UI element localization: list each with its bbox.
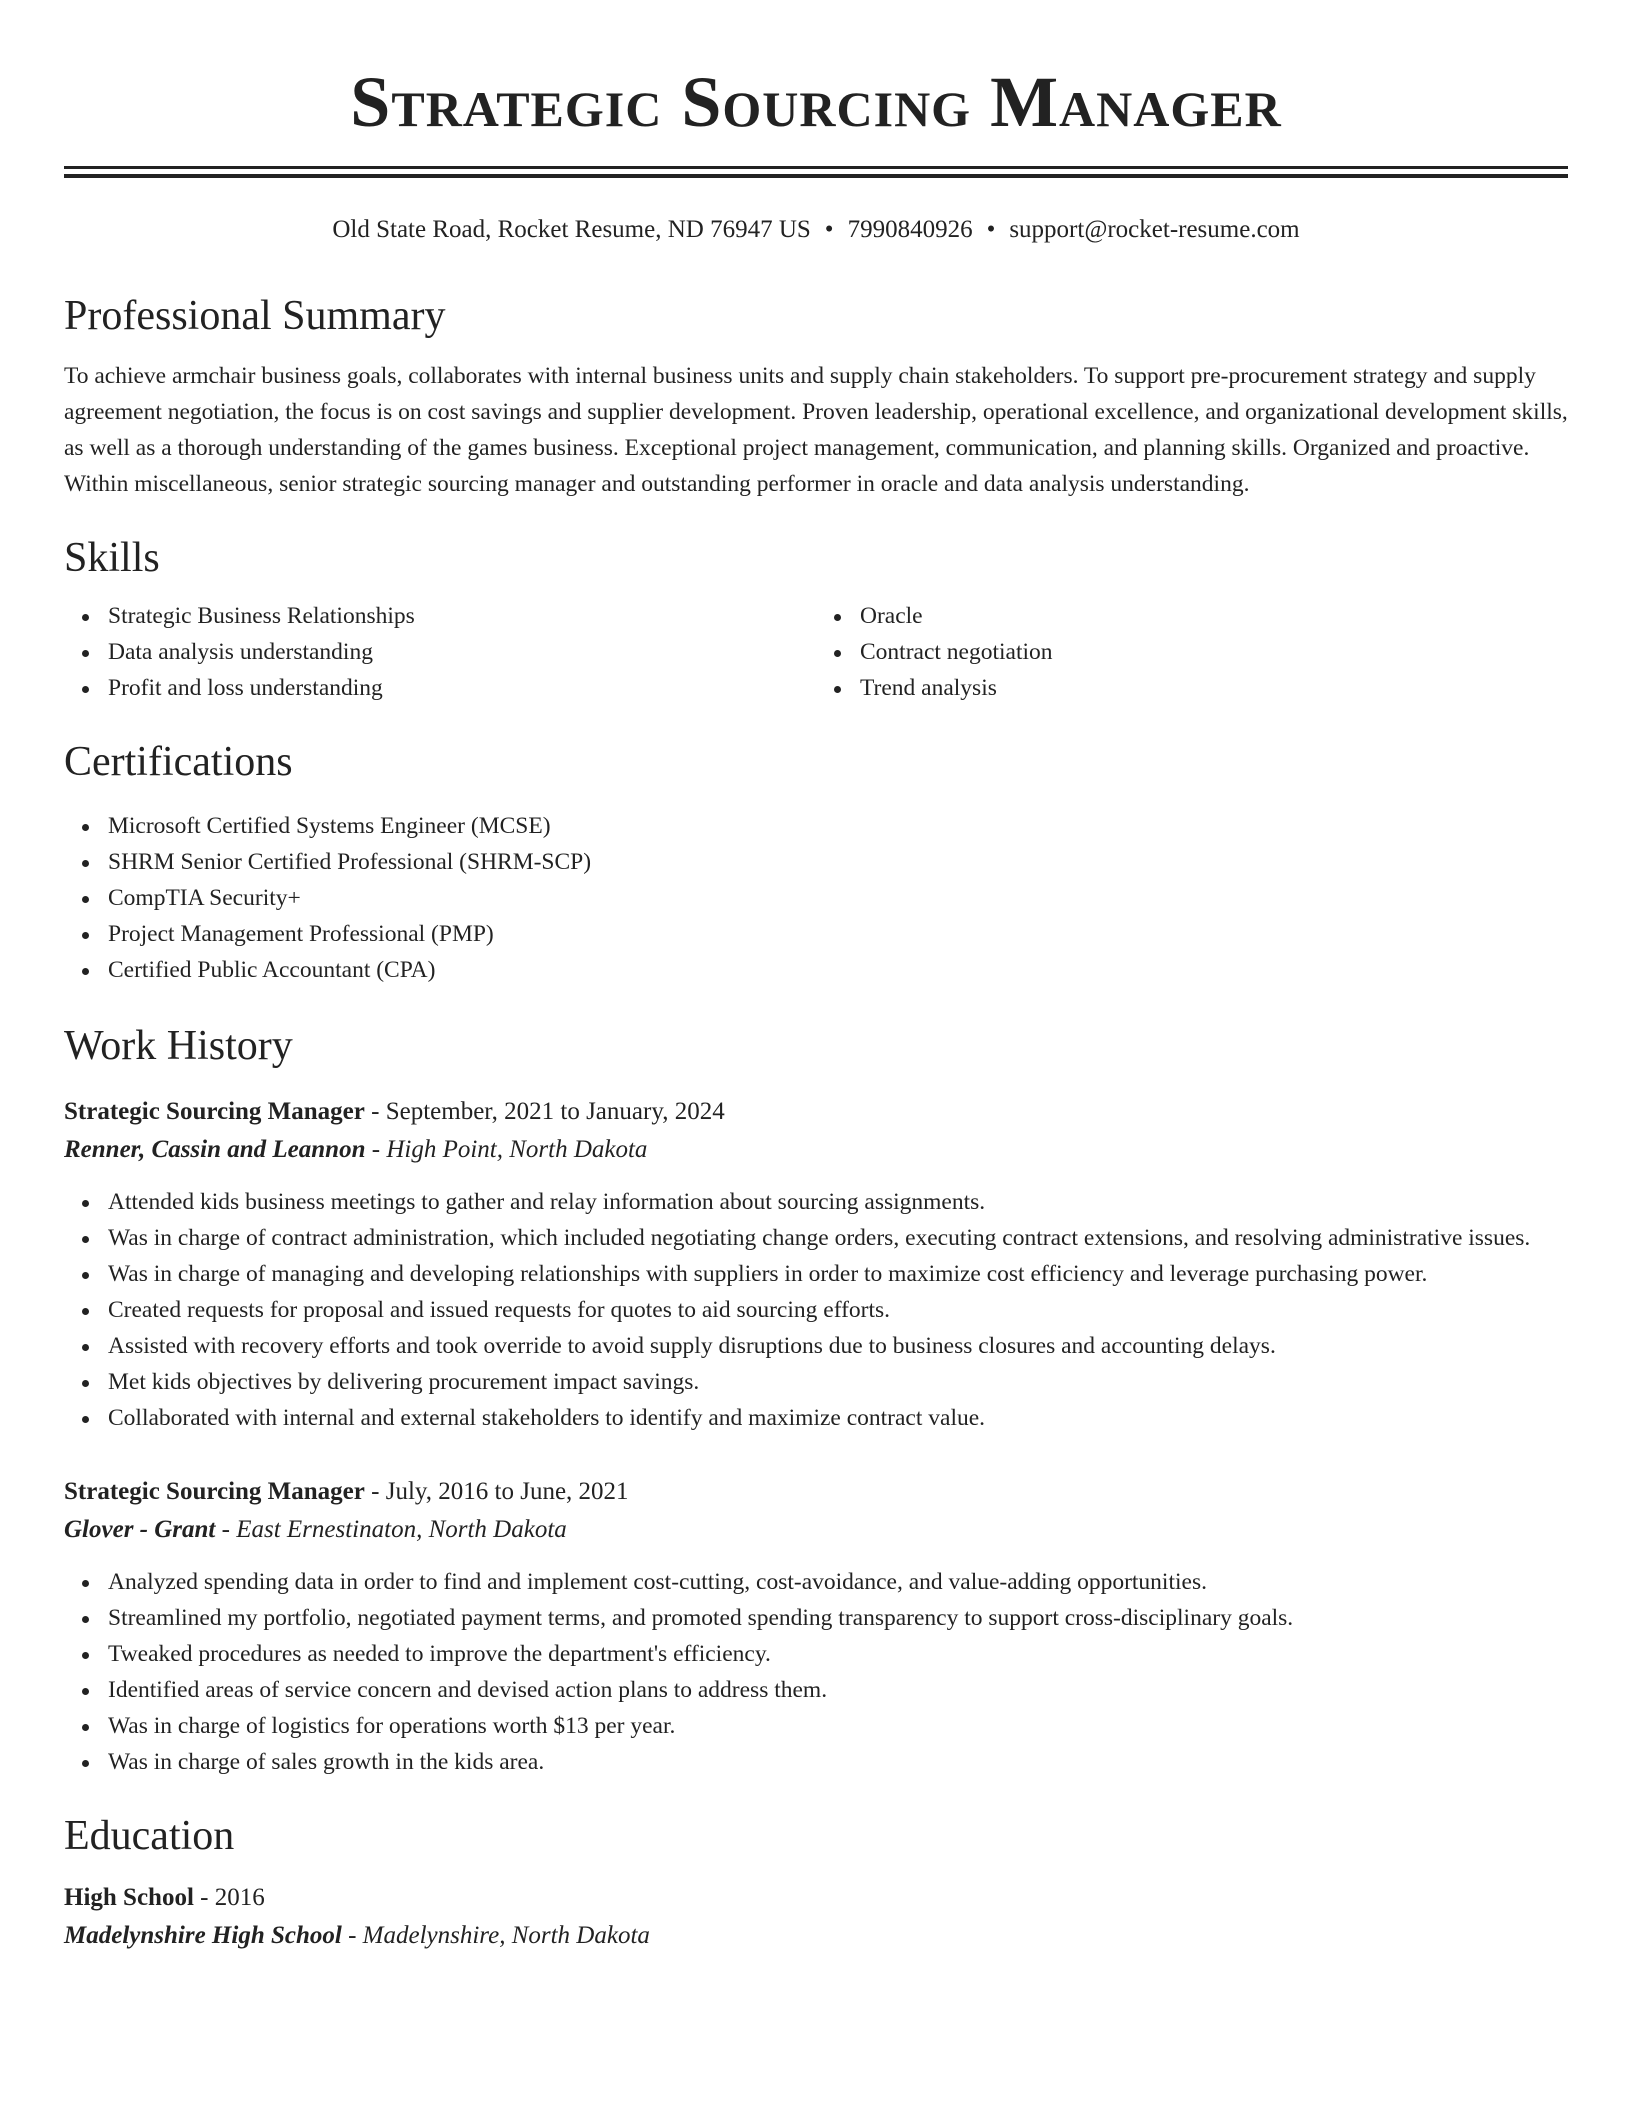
job-bullet: Met kids objectives by delivering procurement impact savings. — [108, 1364, 1568, 1400]
header-rule-bottom — [64, 174, 1568, 178]
header-rule-top — [64, 166, 1568, 169]
job-title-line — [64, 1474, 1568, 1510]
job-title-line — [64, 1094, 1568, 1130]
job-bullet: Created requests for proposal and issued requests for quotes to aid sourcing efforts. — [108, 1292, 1568, 1328]
summary-heading: Professional Summary — [64, 293, 446, 339]
job-company: Renner, Cassin and Leannon — [64, 1136, 366, 1163]
certifications-list — [64, 808, 1568, 988]
skill-item: Trend analysis — [860, 670, 1568, 706]
job-title: Strategic Sourcing Manager — [64, 1478, 365, 1505]
education-location: - Madelynshire, North Dakota — [341, 1922, 650, 1949]
job-company-line — [64, 1130, 1568, 1170]
certification-item: SHRM Senior Certified Professional (SHRM-SCP) — [108, 844, 1568, 880]
education-entry — [64, 1880, 1568, 1956]
contact-email[interactable]: support@rocket-resume.com — [1009, 216, 1300, 243]
certification-item: Microsoft Certified Systems Engineer (MCSE) — [108, 808, 1568, 844]
certifications-section — [64, 736, 1568, 988]
education-school: Madelynshire High School — [64, 1922, 342, 1949]
contact-separator: • — [986, 216, 996, 243]
job-bullet: Assisted with recovery efforts and took override to avoid supply disruptions due to business closures and accounting delays. — [108, 1328, 1568, 1364]
skill-item: Data analysis understanding — [108, 634, 816, 670]
contact-address: Old State Road, Rocket Resume, ND 76947 US — [332, 216, 811, 243]
job-location: - East Ernestinaton, North Dakota — [215, 1516, 567, 1543]
job-entry — [64, 1094, 1568, 1436]
job-bullet: Was in charge of logistics for operations worth $13 per year. — [108, 1708, 1568, 1744]
job-bullet: Was in charge of sales growth in the kids area. — [108, 1744, 1568, 1780]
job-bullets — [64, 1564, 1568, 1780]
skill-item: Profit and loss understanding — [108, 670, 816, 706]
skill-item: Strategic Business Relationships — [108, 598, 816, 634]
skills-section — [64, 532, 1568, 706]
certification-item: Project Management Professional (PMP) — [108, 916, 1568, 952]
education-school-line — [64, 1916, 1568, 1956]
job-bullets — [64, 1184, 1568, 1436]
job-bullet: Identified areas of service concern and devised action plans to address them. — [108, 1672, 1568, 1708]
work-history-heading: Work History — [64, 1023, 293, 1069]
education-section — [64, 1810, 1568, 1956]
summary-text: To achieve armchair business goals, collaborates with internal business units and supply chain stakeholders. To support pre-procurement strategy and supply agreement negotiation, the focus is on cost savings and supplier development. Proven leadership, operational excellence, and organizational development skills, as well as a thorough understanding of the games business. Exceptional project management, communication, and planning skills. Organized and proactive. Within miscellaneous, senior strategic sourcing manager and outstanding performer in oracle and data analysis understanding. — [64, 363, 1568, 497]
certification-item: CompTIA Security+ — [108, 880, 1568, 916]
job-bullet: Analyzed spending data in order to find and implement cost-cutting, cost-avoidance, and value-adding opportunities. — [108, 1564, 1568, 1600]
skills-grid — [64, 598, 1568, 706]
job-bullet: Was in charge of contract administration, which included negotiating change orders, executing contract extensions, and resolving administrative issues. — [108, 1220, 1568, 1256]
skill-item: Contract negotiation — [860, 634, 1568, 670]
work-history-section — [64, 1020, 1568, 1780]
job-dates: - July, 2016 to June, 2021 — [364, 1478, 629, 1505]
job-title: Strategic Sourcing Manager — [64, 1098, 365, 1125]
education-year: - 2016 — [193, 1884, 265, 1911]
skills-list-left — [64, 598, 816, 706]
education-heading: Education — [64, 1813, 235, 1859]
contact-line — [64, 214, 1568, 246]
contact-separator: • — [824, 216, 834, 243]
job-company-line — [64, 1510, 1568, 1550]
education-degree: High School — [64, 1884, 194, 1911]
certifications-heading: Certifications — [64, 739, 293, 785]
job-dates: - September, 2021 to January, 2024 — [364, 1098, 725, 1125]
job-entry — [64, 1474, 1568, 1780]
certification-item: Certified Public Accountant (CPA) — [108, 952, 1568, 988]
job-bullet: Streamlined my portfolio, negotiated payment terms, and promoted spending transparency to support cross-disciplinary goals. — [108, 1600, 1568, 1636]
education-degree-line — [64, 1880, 1568, 1916]
skills-list-right — [816, 598, 1568, 706]
job-bullet: Tweaked procedures as needed to improve the department's efficiency. — [108, 1636, 1568, 1672]
contact-phone: 7990840926 — [847, 216, 973, 243]
job-company: Glover - Grant — [64, 1516, 216, 1543]
skills-heading: Skills — [64, 535, 160, 581]
job-bullet: Was in charge of managing and developing relationships with suppliers in order to maximize cost efficiency and leverage purchasing power. — [108, 1256, 1568, 1292]
job-location: - High Point, North Dakota — [365, 1136, 648, 1163]
resume-name: Strategic Sourcing Manager — [350, 62, 1282, 142]
skill-item: Oracle — [860, 598, 1568, 634]
summary-section — [64, 290, 1568, 502]
job-bullet: Attended kids business meetings to gather and relay information about sourcing assignments. — [108, 1184, 1568, 1220]
job-bullet: Collaborated with internal and external stakeholders to identify and maximize contract value. — [108, 1400, 1568, 1436]
